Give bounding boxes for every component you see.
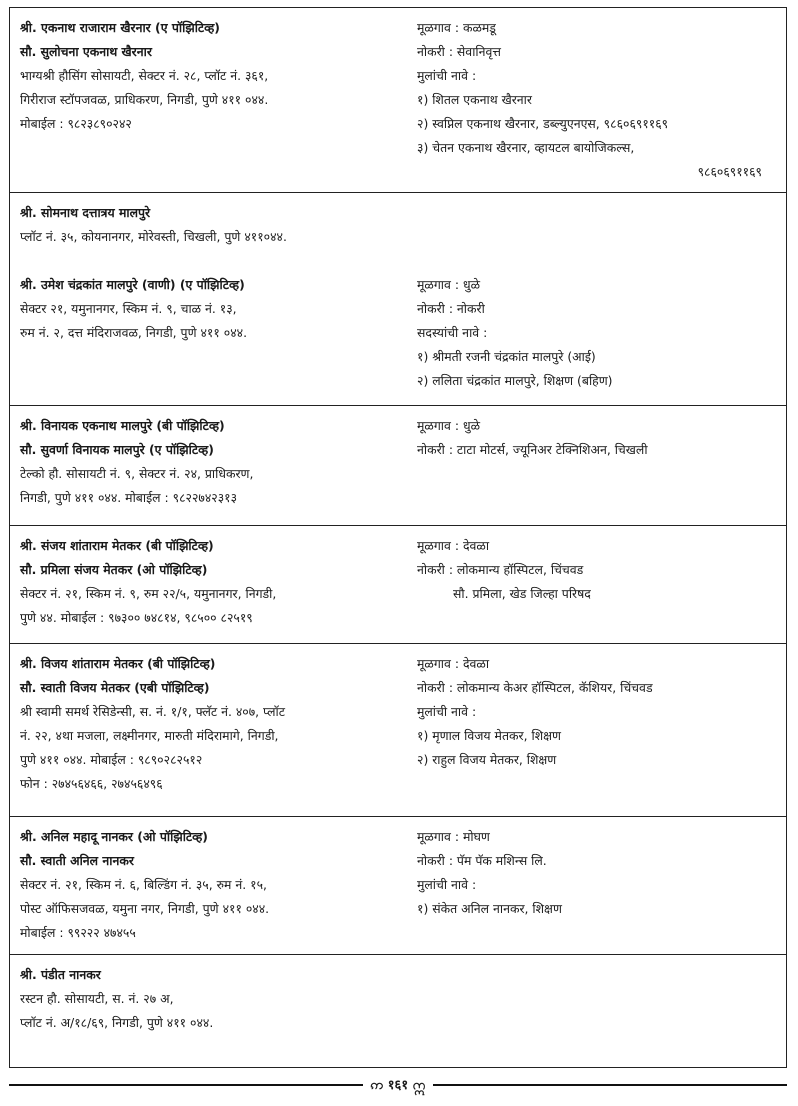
address-line: नं. २२, ४था मजला, लक्ष्मीनगर, मारुती मंदिरामागे, निगडी,: [20, 728, 279, 743]
address-line: पोस्ट ऑफिसजवळ, यमुना नगर, निगडी, पुणे ४११ ०४४.: [20, 901, 270, 916]
occupation: नोकरी : टाटा मोटर्स, ज्यूनिअर टेक्निशिअन, चिखली: [417, 442, 648, 457]
mobile-number: पुणे ४११ ०४४. मोबाईल : ९८९०२८२५१२: [20, 752, 203, 767]
children-heading: मुलांची नावे :: [417, 68, 477, 83]
native-village: मूळगाव : मोघण: [417, 829, 490, 844]
mobile-number: पुणे ४४. मोबाईल : ९७३०० ७४८१४, ९८५०० ८२५१९: [20, 610, 253, 625]
entry-address-column: [20, 534, 417, 643]
address-line: गिरीराज स्टॉपजवळ, प्राधिकरण, निगडी, पुणे ४११ ०४४.: [20, 92, 269, 107]
native-village: मूळगाव : धुळे: [417, 418, 480, 433]
entry-details-column: [417, 273, 778, 393]
entry-details-column: [417, 414, 778, 525]
members-heading: सदस्यांची नावे :: [417, 325, 488, 340]
member-name: श्री. सोमनाथ दत्तात्रय मालपुरे: [20, 205, 151, 220]
child-item: १) संकेत अनिल नानकर, शिक्षण: [417, 901, 562, 916]
entry-address-column: [20, 963, 417, 1067]
entry-details-column: [417, 963, 778, 1067]
children-heading: मुलांची नावे :: [417, 704, 477, 719]
address-line: श्री स्वामी समर्थ रेसिडेन्सी, स. नं. १/१, फ्लॅट नं. ४०७, प्लॉट: [20, 704, 285, 719]
native-village: मूळगाव : देवळा: [417, 656, 490, 671]
address-line: भाग्यश्री हौसिंग सोसायटी, सेक्टर नं. २८, प्लॉट नं. ३६१,: [20, 68, 269, 83]
mobile-number: मोबाईल : ९९२२२ ४७४५५: [20, 925, 136, 940]
occupation: नोकरी : लोकमान्य केअर हॉस्पिटल, कॅशियर, चिंचवड: [417, 680, 653, 695]
native-village: मूळगाव : कळमडू: [417, 20, 496, 35]
member-name: श्री. एकनाथ राजाराम खैरनार (ए पॉझिटिव्ह): [20, 20, 220, 35]
address-line: टेल्को हौ. सोसायटी नं. ९, सेक्टर नं. २४, प्राधिकरण,: [20, 466, 254, 481]
child-item: १) मृणाल विजय मेतकर, शिक्षण: [417, 728, 561, 743]
spouse-name: सौ. स्वाती अनिल नानकर: [20, 853, 134, 868]
address-line: प्लॉट नं. ३५, कोयनानगर, मोरेवस्ती, चिखली, पुणे ४११०४४.: [20, 229, 287, 244]
member-name: श्री. अनिल महादू नानकर (ओ पॉझिटिव्ह): [20, 829, 208, 844]
occupation: नोकरी : पॅम पॅक मशिन्स लि.: [417, 853, 547, 868]
directory-frame: [9, 7, 787, 1068]
family-entry: [10, 817, 786, 955]
family-entry: [10, 526, 786, 644]
spouse-name: सौ. स्वाती विजय मेतकर (एबी पॉझिटिव्ह): [20, 680, 210, 695]
member-item: १) श्रीमती रजनी चंद्रकांत मालपुरे (आई): [417, 349, 596, 364]
address-line: सेक्टर २१, यमुनानगर, स्किम नं. ९, चाळ नं. १३,: [20, 301, 237, 316]
family-entry: [10, 406, 786, 526]
entry-address-column: [20, 414, 417, 525]
member-name: श्री. पंडीत नानकर: [20, 967, 101, 982]
spouse-name: सौ. सुवर्णा विनायक मालपुरे (ए पॉझिटिव्ह): [20, 442, 214, 457]
member-name: श्री. विजय शांताराम मेतकर (बी पॉझिटिव्ह): [20, 656, 216, 671]
native-village: मूळगाव : देवळा: [417, 538, 490, 553]
occupation: नोकरी : सेवानिवृत्त: [417, 44, 501, 59]
child-phone: ९८६०६९११६९: [697, 164, 762, 179]
member-name: श्री. उमेश चंद्रकांत मालपुरे (वाणी) (ए पॉझिटिव्ह): [20, 277, 245, 292]
child-item: ३) चेतन एकनाथ खैरनार, व्हायटल बायोजिकल्स,: [417, 140, 635, 155]
address-line: रुम नं. २, दत्त मंदिराजवळ, निगडी, पुणे ४११ ०४४.: [20, 325, 248, 340]
member-name: श्री. विनायक एकनाथ मालपुरे (बी पॉझिटिव्ह): [20, 418, 225, 433]
sub-entry: [20, 201, 778, 249]
entry-details-column: [417, 825, 778, 954]
address-line: सेक्टर नं. २१, स्किम नं. ९, रुम २२/५, यमुनानगर, निगडी,: [20, 586, 277, 601]
address-line: प्लॉट नं. अ/१८/६९, निगडी, पुणे ४११ ०४४.: [20, 1015, 214, 1030]
address-line: निगडी, पुणे ४११ ०४४. मोबाईल : ९८२२७४२३१३: [20, 490, 238, 505]
member-name: श्री. संजय शांताराम मेतकर (बी पॉझिटिव्ह): [20, 538, 214, 553]
sub-entry: [20, 273, 778, 393]
entry-address-column: [20, 652, 417, 816]
occupation: नोकरी : नोकरी: [417, 301, 485, 316]
spouse-name: सौ. सुलोचना एकनाथ खैरनार: [20, 44, 152, 59]
footer-rule-right: [433, 1084, 787, 1086]
member-item: २) ललिता चंद्रकांत मालपुरे, शिक्षण (बहिण): [417, 373, 613, 388]
child-item: २) राहुल विजय मेतकर, शिक्षण: [417, 752, 557, 767]
occupation: नोकरी : लोकमान्य हॉस्पिटल, चिंचवड: [417, 562, 584, 577]
address-line: रस्टन हौ. सोसायटी, स. नं. २७ अ,: [20, 991, 174, 1006]
entry-details-column: [417, 652, 778, 816]
entry-details-column: [417, 534, 778, 643]
entry-address-column: [20, 825, 417, 954]
native-village: मूळगाव : धुळे: [417, 277, 480, 292]
spouse-occupation: सौ. प्रमिला, खेड जिल्हा परिषद: [453, 586, 591, 601]
address-line: सेक्टर नं. २१, स्किम नं. ६, बिल्डिंग नं. ३५, रुम नं. १५,: [20, 877, 267, 892]
child-item: २) स्वप्निल एकनाथ खैरनार, डब्ल्युएनएस, ९८६०६९११६९: [417, 116, 669, 131]
child-item: १) शितल एकनाथ खैरनार: [417, 92, 532, 107]
family-entry: [10, 644, 786, 817]
family-entry: [10, 8, 786, 193]
family-entry: [10, 193, 786, 406]
children-heading: मुलांची नावे :: [417, 877, 477, 892]
entry-details-column: [417, 16, 778, 192]
page-footer: [9, 1074, 787, 1096]
entry-address-column: [20, 16, 417, 192]
spouse-name: सौ. प्रमिला संजय मेतकर (ओ पॉझिटिव्ह): [20, 562, 208, 577]
mobile-number: मोबाईल : ९८२३८९०२४२: [20, 116, 132, 131]
page-number: ဢ १६१ ဣ: [370, 1077, 426, 1093]
footer-rule-left: [9, 1084, 363, 1086]
entry-address-column: [20, 273, 417, 393]
family-entry: [10, 955, 786, 1067]
phone-number: फोन : २७४५६४६६, २७४५६४९६: [20, 776, 163, 791]
